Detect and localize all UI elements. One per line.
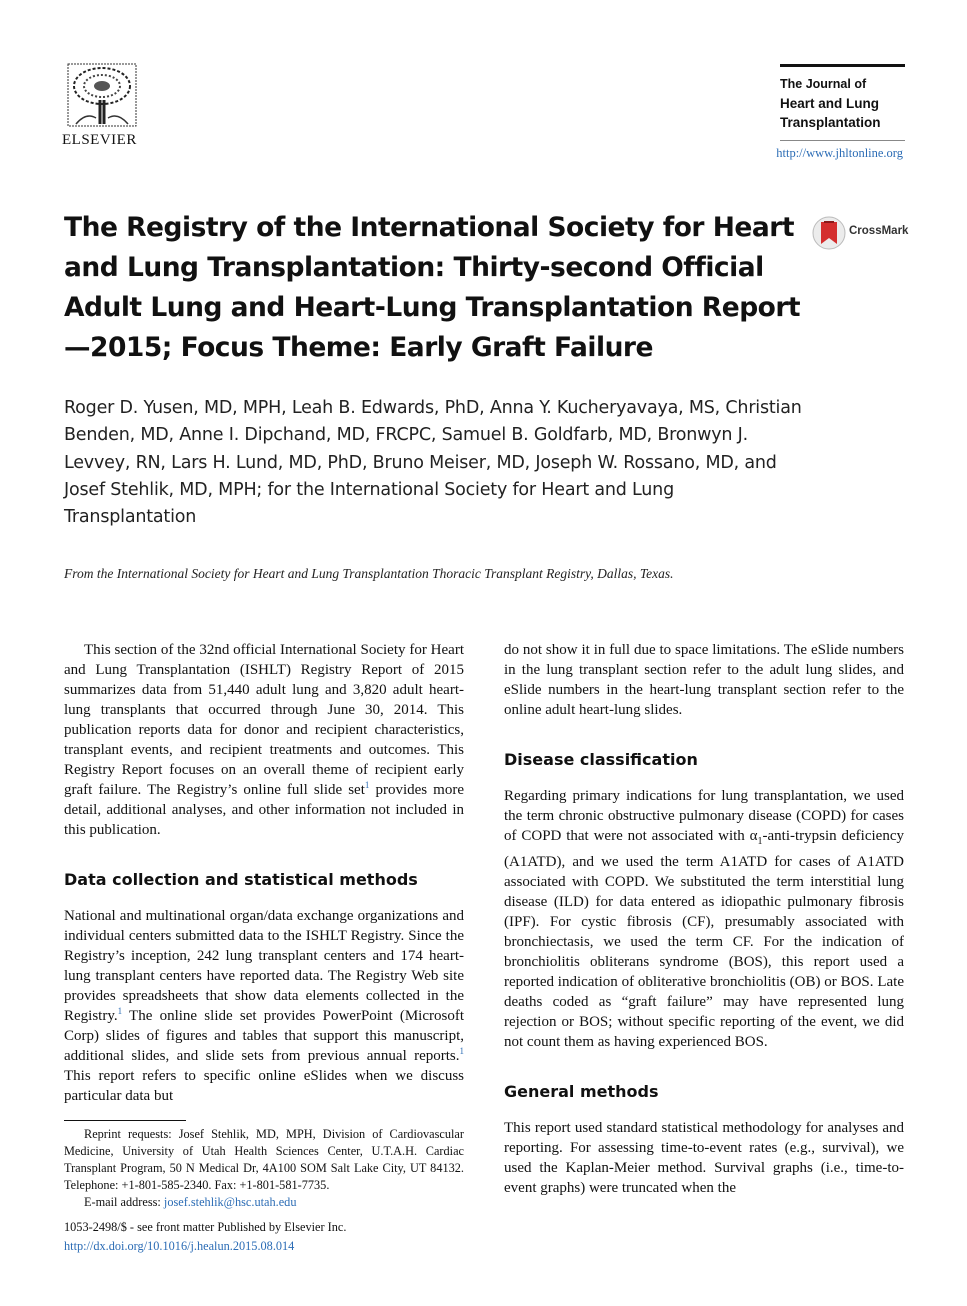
journal-name-line: The Journal of <box>780 77 867 91</box>
reference-link[interactable]: 1 <box>117 1006 123 1016</box>
right-column <box>504 640 904 1198</box>
section-paragraph <box>504 786 904 1052</box>
reprint-requests: Reprint requests: Josef Stehlik, MD, MPH, Division of Cardiovascular Medicine, University of Utah Health Sciences Center, U.T.A.H. Cardiac Transplant Program, 50 N Medical Dr, 4A100 SOM Salt Lake City, UT 84132. Telephone: +1-801-585-2340. Fax: +1-801-581-7735. <box>64 1127 464 1192</box>
section-paragraph: This report used standard statistical methodology for analyses and reporting. For assessing time-to-event rates (e.g., survival), we used the Kaplan-Meier method. Survival graphs (i.e., time-to-event graphs) were truncated when the <box>504 1120 904 1196</box>
intro-text: This section of the 32nd official International Society for Heart and Lung Transplantation (ISHLT) Registry Report of 2015 summarizes data from 51,440 adult lung and 3,820 adult heart-lung transplants that occurred through June 30, 2014. This publication reports data for donor and recipient characteristics, transplant events, and recipient treatments and outcomes. This Registry Report focuses on an overall theme of recipient early graft failure. The Registry’s online full slide set <box>64 642 464 798</box>
email-label: E-mail address: <box>84 1195 164 1209</box>
affiliation: From the International Society for Heart and Lung Transplantation Thoracic Transplant Registry, Dallas, Texas. <box>64 566 674 581</box>
continuation-paragraph: do not show it in full due to space limitations. The eSlide numbers in the lung transplant section refer to the adult lung slides, and eSlide numbers in the heart-lung transplant section refer to the online adult heart-lung slides. <box>504 642 904 718</box>
left-column <box>64 640 464 1106</box>
issn-block <box>64 1218 484 1256</box>
journal-name <box>780 64 905 132</box>
intro-text: provides more detail, additional analyses, and other information not included in this publication. <box>64 782 465 838</box>
author-list: Roger D. Yusen, MD, MPH, Leah B. Edwards, PhD, Anna Y. Kucheryavaya, MS, Christian Benden, MD, Anne I. Dipchand, MD, FRCPC, Samuel B. Goldfarb, MD, Bronwyn J. Levvey, RN, Lars H. Lund, MD, PhD, Bruno Meiser, MD, Joseph W. Rossano, MD, and Josef Stehlik, MD, MPH; for the International Society for Heart and Lung Transplantation <box>64 398 802 528</box>
journal-divider <box>780 140 905 141</box>
section-text: This report refers to specific online eSlides when we discuss particular data but <box>64 1068 464 1104</box>
footnote <box>64 1126 464 1211</box>
crossmark-icon <box>812 214 846 252</box>
crossmark-label: CrossMark <box>849 225 909 237</box>
journal-url-link[interactable]: http://www.jhltonline.org <box>776 146 903 160</box>
intro-paragraph <box>64 640 464 840</box>
journal-name-line: Heart and Lung <box>780 96 880 111</box>
tree-logo-icon <box>66 62 138 128</box>
section-heading: Data collection and statistical methods <box>64 870 418 889</box>
issn-line: 1053-2498/$ - see front matter Published by Elsevier Inc. <box>64 1220 347 1234</box>
section-text: National and multinational organ/data exchange organizations and individual centers submitted data to the ISHLT Registry. Since the Registry’s inception, 242 lung transplant centers and 174 heart-lung transplant centers have reported data. The Registry Web site provides spreadsheets that show data elements collected in the Registry. <box>64 908 464 1024</box>
article-title: The Registry of the International Society for Heart and Lung Transplantation: Thirty-second Official Adult Lung and Heart-Lung Transplantation Report—2015; Focus Theme: Early Graft Failure <box>64 212 801 363</box>
reference-link[interactable]: 1 <box>459 1046 464 1056</box>
subscript: 1 <box>757 836 763 847</box>
publisher-name: ELSEVIER <box>62 132 137 148</box>
elsevier-logo <box>62 62 142 148</box>
section-text: The online slide set provides PowerPoint (Microsoft Corp) slides of figures and tables that support this manuscript, additional slides, and slide sets from previous annual reports. <box>64 1008 464 1064</box>
section-text: Regarding primary indications for lung transplantation, we used the term chronic obstructive pulmonary disease (COPD) for cases of COPD that were not associated with α <box>504 788 904 844</box>
section-text: -anti-trypsin deficiency (A1ATD), and we used the term A1ATD for cases of A1ATD associated with COPD. We substituted the term interstitial lung disease (ILD) for data entered as idiopathic pulmonary fibrosis (IPF). For cystic fibrosis (CF), presumably associated with bronchiectasis, we used the term CF. For the indication of bronchiolitis obliterans syndrome (BOS), this report used a reported indication of obliterative bronchiolitis (OB) or BOS. Late deaths coded as “graft failure” may have represented lung rejection or BOS; without specific reporting of the event, we did not count them as having experienced BOS. <box>504 828 904 1050</box>
doi-link[interactable]: http://dx.doi.org/10.1016/j.healun.2015.08.014 <box>64 1239 295 1253</box>
reference-link[interactable]: 1 <box>364 780 370 790</box>
crossmark-button[interactable] <box>812 214 912 254</box>
email-link[interactable]: josef.stehlik@hsc.utah.edu <box>163 1195 297 1209</box>
section-paragraph <box>64 906 464 1106</box>
section-heading: General methods <box>504 1082 659 1101</box>
section-heading: Disease classification <box>504 750 698 769</box>
journal-name-line: Transplantation <box>780 115 881 130</box>
footnote-divider <box>64 1120 186 1121</box>
email-line <box>64 1194 464 1211</box>
